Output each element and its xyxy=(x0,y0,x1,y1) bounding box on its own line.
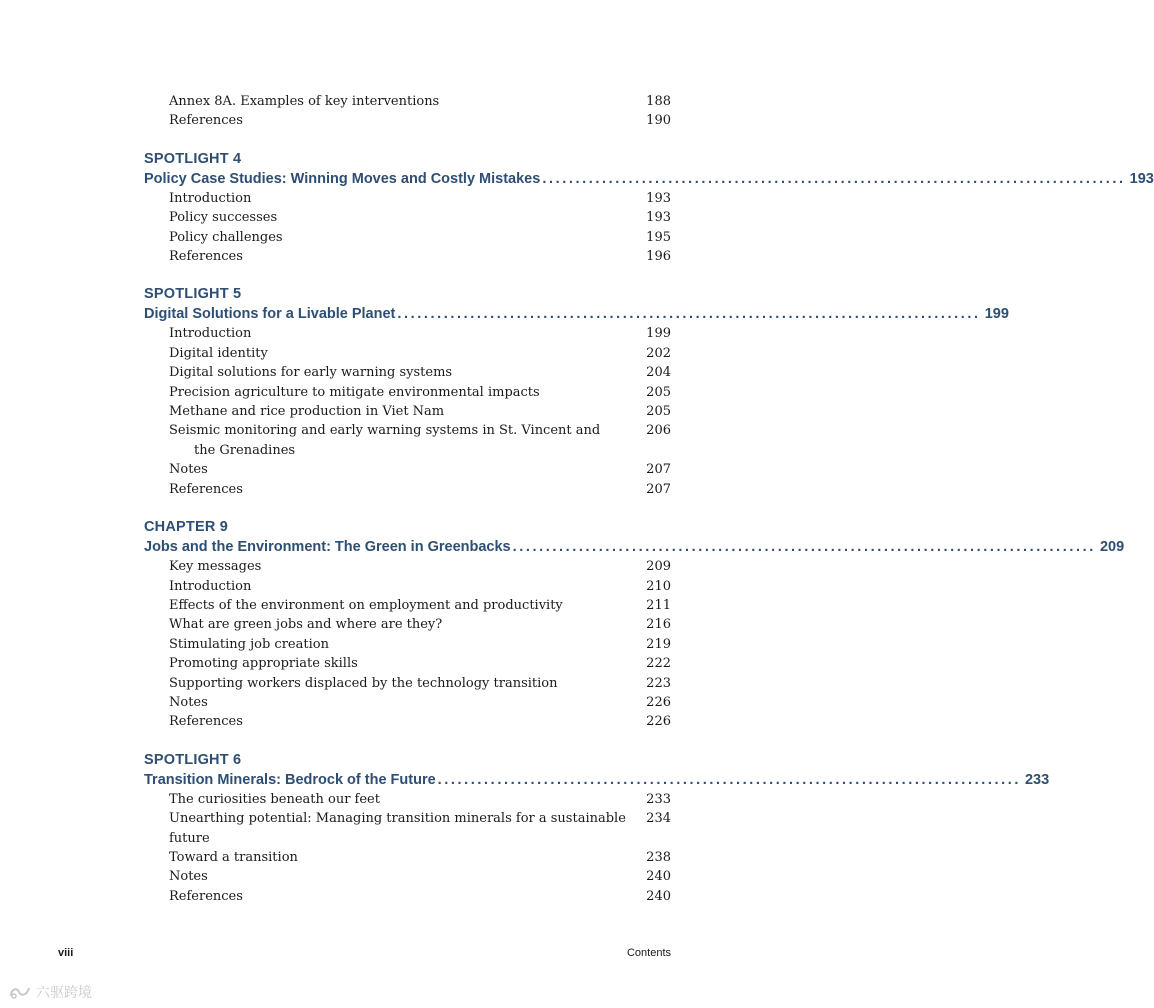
toc-entry-label xyxy=(169,421,634,460)
toc-entry[interactable] xyxy=(144,577,671,596)
toc-entry[interactable] xyxy=(144,867,671,886)
toc-entry-label-line2: the Grenadines xyxy=(194,442,296,458)
toc-entry[interactable] xyxy=(144,693,671,712)
toc-entry-page: 222 xyxy=(646,656,671,672)
toc-entry-page: 204 xyxy=(646,365,671,381)
dot-leader: ........................................................................................ xyxy=(437,771,1021,788)
toc-entry-page: 190 xyxy=(646,113,671,129)
toc-entry-label: Introduction xyxy=(169,190,252,206)
toc-entry-page: 196 xyxy=(646,249,671,265)
section-kicker: CHAPTER 9 xyxy=(144,519,228,536)
toc-entry-label: Precision agriculture to mitigate environmental impacts xyxy=(169,384,540,400)
watermark-text: 六驱跨境 xyxy=(36,985,92,1001)
toc-section-spotlight-6 xyxy=(144,750,1050,906)
toc-entry-page: 233 xyxy=(646,791,671,807)
section-title: Jobs and the Environment: The Green in Greenbacks xyxy=(144,539,511,556)
toc-entry-page: 206 xyxy=(646,423,671,439)
toc-entry-label: Notes xyxy=(169,869,208,885)
toc-entry[interactable] xyxy=(144,557,671,576)
toc-entry-label: Introduction xyxy=(169,578,252,594)
toc-entry[interactable] xyxy=(144,324,671,343)
toc-entry-label: References xyxy=(169,249,243,265)
toc-entry[interactable] xyxy=(144,228,671,247)
watermark-logo-icon xyxy=(8,984,32,1000)
toc-entry-label: References xyxy=(169,888,243,904)
watermark xyxy=(8,982,92,1002)
toc-entry[interactable] xyxy=(144,421,671,460)
toc-entry-label: Effects of the environment on employment and productivity xyxy=(169,597,563,613)
toc-content xyxy=(144,92,1154,906)
toc-entry-label: References xyxy=(169,113,243,129)
toc-entry-label: Policy successes xyxy=(169,210,278,226)
toc-entry-label: Policy challenges xyxy=(169,229,283,245)
page-footer xyxy=(58,947,671,959)
toc-entry-label: Notes xyxy=(169,694,208,710)
toc-entry[interactable] xyxy=(144,247,671,266)
toc-entry-label: Key messages xyxy=(169,559,262,575)
toc-entry-page: 240 xyxy=(646,869,671,885)
toc-entry[interactable] xyxy=(144,402,671,421)
toc-top-entries xyxy=(144,92,671,131)
toc-entry[interactable] xyxy=(144,92,671,111)
section-heading[interactable] xyxy=(144,537,1125,557)
toc-entry[interactable] xyxy=(144,383,671,402)
toc-entry-page: 207 xyxy=(646,462,671,478)
toc-entry[interactable] xyxy=(144,848,671,867)
toc-entry[interactable] xyxy=(144,189,671,208)
toc-entry[interactable] xyxy=(144,712,671,731)
toc-entry-label: Methane and rice production in Viet Nam xyxy=(169,404,445,420)
toc-entry-page: 199 xyxy=(646,326,671,342)
toc-entry-label: Stimulating job creation xyxy=(169,636,329,652)
toc-entry[interactable] xyxy=(144,674,671,693)
toc-entry[interactable] xyxy=(144,460,671,479)
toc-entry[interactable] xyxy=(144,111,671,130)
toc-entry-label: Supporting workers displaced by the technology transition xyxy=(169,675,558,691)
toc-entry-page: 202 xyxy=(646,345,671,361)
section-page: 199 xyxy=(984,306,1009,323)
section-title: Digital Solutions for a Livable Planet xyxy=(144,306,396,323)
toc-entry[interactable] xyxy=(144,615,671,634)
dot-leader: ........................................................................................ xyxy=(542,170,1126,187)
toc-entry-label: References xyxy=(169,481,243,497)
toc-entry[interactable] xyxy=(144,654,671,673)
toc-entry[interactable] xyxy=(144,363,671,382)
toc-entry-page: 226 xyxy=(646,714,671,730)
toc-entry[interactable] xyxy=(144,208,671,227)
section-kicker: SPOTLIGHT 5 xyxy=(144,286,242,303)
toc-entry-label: Introduction xyxy=(169,326,252,342)
toc-entry-page: 207 xyxy=(646,481,671,497)
toc-entry-page: 195 xyxy=(646,229,671,245)
toc-entry-label: Notes xyxy=(169,462,208,478)
toc-entry-label: Promoting appropriate skills xyxy=(169,656,358,672)
running-head: Contents xyxy=(626,947,671,959)
toc-entry-label: Annex 8A. Examples of key interventions xyxy=(169,94,440,109)
toc-entry-label: Digital solutions for early warning systems xyxy=(169,365,453,381)
toc-entry-page: 188 xyxy=(646,94,671,109)
section-heading[interactable] xyxy=(144,169,1154,189)
dot-leader: ........................................................................................ xyxy=(512,539,1096,556)
section-title: Transition Minerals: Bedrock of the Future xyxy=(144,771,436,788)
toc-entry[interactable] xyxy=(144,887,671,906)
toc-entry-label: The curiosities beneath our feet xyxy=(169,791,380,807)
toc-entry-page: 234 xyxy=(646,811,671,827)
dot-leader: ........................................................................................ xyxy=(397,306,981,323)
toc-entry-label-line1: Seismic monitoring and early warning systems in St. Vincent and xyxy=(169,423,601,439)
toc-entry-label: References xyxy=(169,714,243,730)
section-page: 233 xyxy=(1024,771,1050,788)
toc-entry-page: 226 xyxy=(646,694,671,710)
toc-entry-page: 238 xyxy=(646,849,671,865)
toc-entry-page: 205 xyxy=(646,404,671,420)
toc-entry-label: Unearthing potential: Managing transition minerals for a sustainable future xyxy=(169,811,626,846)
section-heading[interactable] xyxy=(144,304,1009,324)
page-folio: viii xyxy=(58,947,74,959)
toc-entry-page: 193 xyxy=(646,190,671,206)
toc-section-spotlight-5 xyxy=(144,284,1009,499)
toc-entry[interactable] xyxy=(144,596,671,615)
section-kicker: SPOTLIGHT 4 xyxy=(144,150,242,167)
section-kicker: SPOTLIGHT 6 xyxy=(144,751,242,768)
section-heading[interactable] xyxy=(144,770,1050,790)
toc-section-chapter-9 xyxy=(144,517,1125,732)
toc-entry-page: 210 xyxy=(646,578,671,594)
toc-entry-label: What are green jobs and where are they? xyxy=(169,617,443,633)
toc-section-spotlight-4 xyxy=(144,149,1154,267)
toc-entry-page: 219 xyxy=(646,636,671,652)
toc-entry-page: 211 xyxy=(646,597,671,613)
toc-entry-page: 209 xyxy=(646,559,671,575)
section-page: 193 xyxy=(1129,170,1154,187)
toc-entry[interactable] xyxy=(144,809,671,848)
toc-entry-label: Digital identity xyxy=(169,345,268,361)
toc-entry-page: 223 xyxy=(646,675,671,691)
toc-entry[interactable] xyxy=(144,344,671,363)
section-title: Policy Case Studies: Winning Moves and Costly Mistakes xyxy=(144,170,541,187)
toc-entry-page: 193 xyxy=(646,210,671,226)
section-page: 209 xyxy=(1099,539,1125,556)
toc-entry[interactable] xyxy=(144,635,671,654)
toc-entry-label: Toward a transition xyxy=(169,849,298,865)
toc-entry-page: 216 xyxy=(646,617,671,633)
toc-entry[interactable] xyxy=(144,790,671,809)
toc-entry[interactable] xyxy=(144,480,671,499)
toc-entry-page: 205 xyxy=(646,384,671,400)
toc-entry-page: 240 xyxy=(646,888,671,904)
